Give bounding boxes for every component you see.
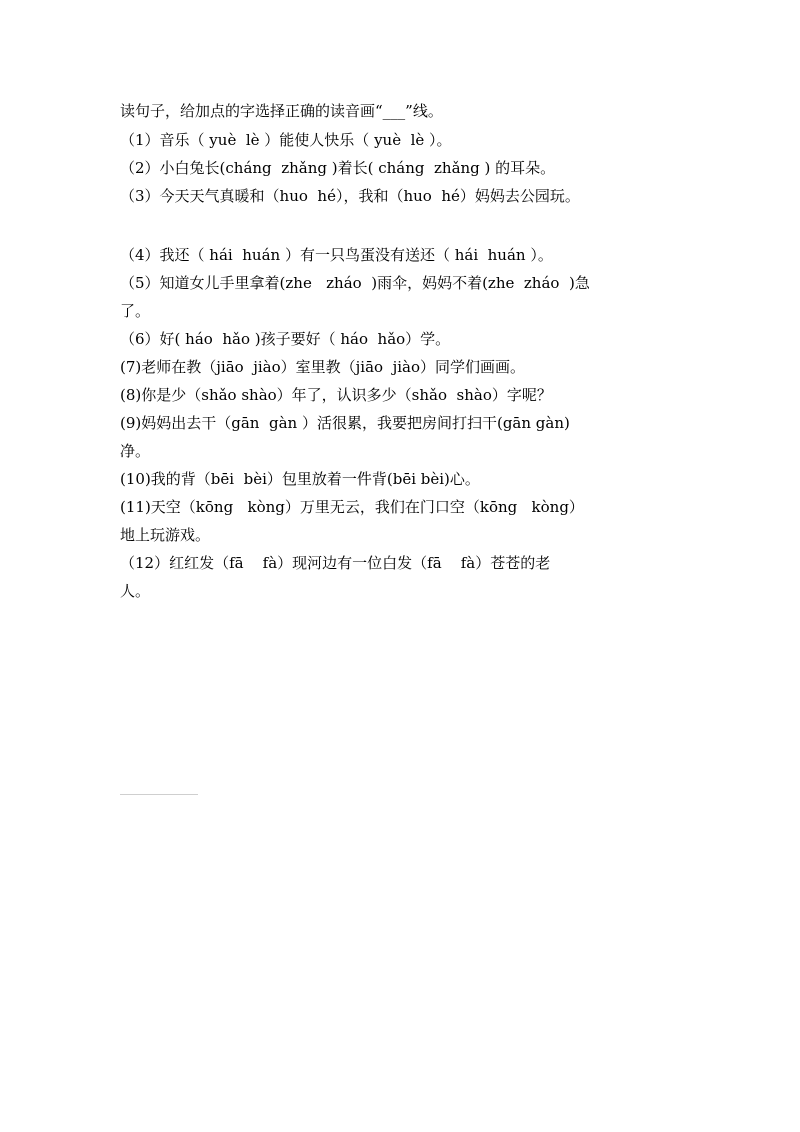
footer-divider	[120, 794, 198, 795]
exercise-line-2: （2）小白兔长(cháng zhǎng )着长( cháng zhǎng ) 的耳朵。	[120, 159, 556, 177]
exercise-title: 读句子，给加点的字选择正确的读音画“___”线。	[120, 102, 443, 120]
exercise-line-6: （6）好( háo hǎo )孩子要好（ háo hǎo）学。	[120, 330, 451, 348]
exercise-line-9: (9)妈妈出去干（gān gàn ）活很累，我要把房间打扫干(gān gàn)	[120, 414, 570, 432]
exercise-line-1: （1）音乐（ yuè lè ）能使人快乐（ yuè lè ）。	[120, 131, 452, 149]
exercise-line-12-cont: 人。	[120, 582, 151, 600]
exercise-line-10: (10)我的背（bēi bèi）包里放着一件背(bēi bèi)心。	[120, 470, 480, 488]
exercise-line-12: （12）红红发（fā fà）现河边有一位白发（fā fà）苍苍的老	[120, 554, 551, 572]
exercise-line-11: (11)天空（kōng kòng）万里无云，我们在门口空（kōng kòng）	[120, 498, 584, 516]
exercise-line-9-cont: 净。	[120, 442, 151, 460]
exercise-line-7: (7)老师在教（jiāo jiào）室里教（jiāo jiào）同学们画画。	[120, 358, 526, 376]
blank-gap	[120, 206, 720, 246]
exercise-line-8: (8)你是少（shǎo shào）年了，认识多少（shǎo shào）字呢？	[120, 386, 552, 404]
exercise-line-3: （3）今天天气真暖和（huo hé），我和（huo hé）妈妈去公园玩。	[120, 187, 580, 205]
exercise-line-4: （4）我还（ hái huán ）有一只鸟蛋没有送还（ hái huán ）。	[120, 246, 553, 264]
exercise-line-11-cont: 地上玩游戏。	[120, 526, 211, 544]
exercise-line-5: （5）知道女儿手里拿着(zhe zháo )雨伞，妈妈不着(zhe zháo )急	[120, 274, 590, 292]
exercise-line-5-cont: 了。	[120, 302, 151, 320]
exercise-content	[120, 102, 720, 601]
